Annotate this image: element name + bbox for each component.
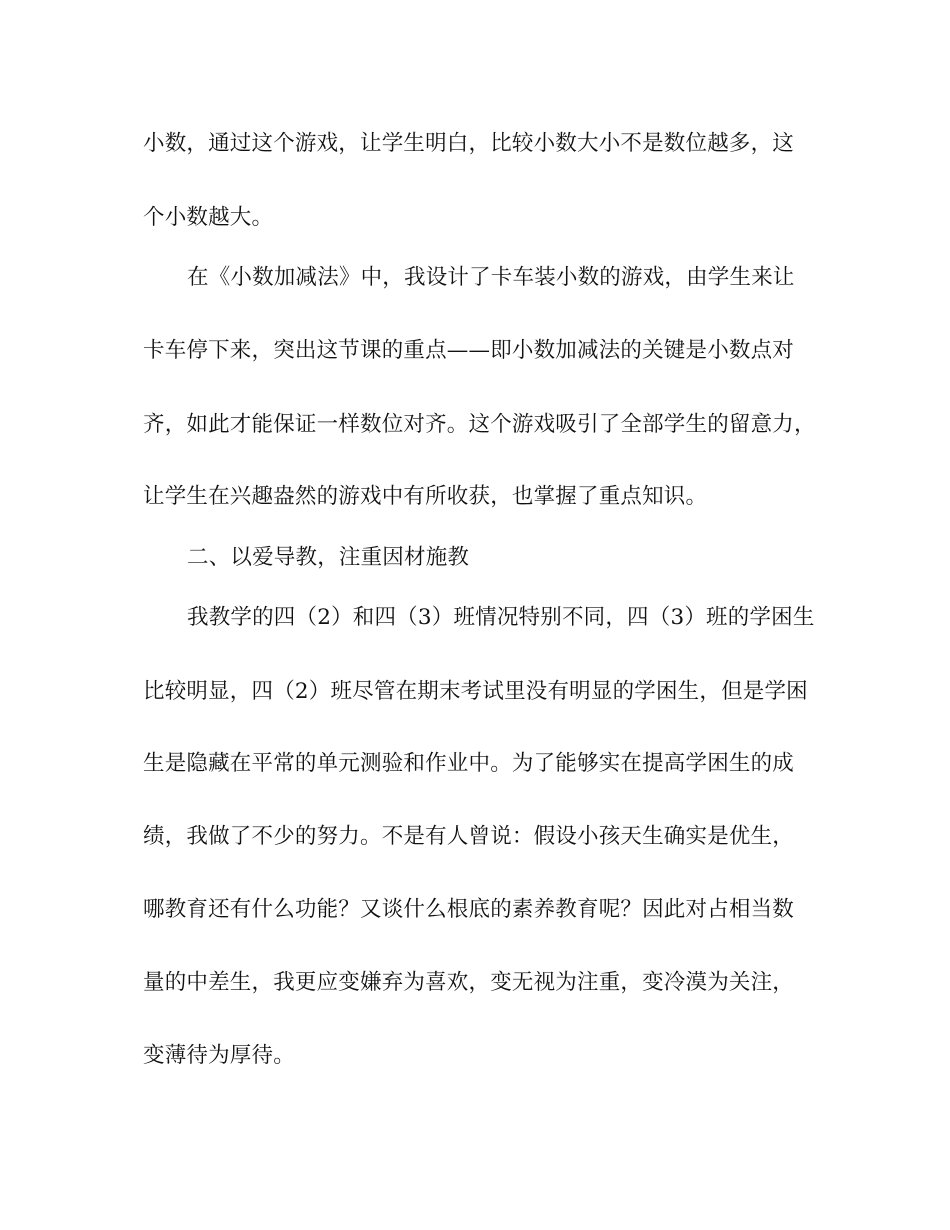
- section-heading: 二、以爱导教，注重因材施教: [187, 545, 470, 570]
- paragraph-line: 卡车停下来，突出这节课的重点——即小数加减法的关键是小数点对: [143, 338, 795, 363]
- paragraph-line: 小数，通过这个游戏，让学生明白，比较小数大小不是数位越多，这: [143, 131, 795, 156]
- paragraph-line: 在《小数加减法》中，我设计了卡车装小数的游戏，由学生来让: [187, 265, 795, 290]
- paragraph-line: 生是隐藏在平常的单元测验和作业中。为了能够实在提高学困生的成: [143, 751, 795, 776]
- paragraph-line: 比较明显，四（2）班尽管在期末考试里没有明显的学困生，但是学困: [143, 679, 808, 704]
- paragraph-line: 让学生在兴趣盎然的游戏中有所收获，也掌握了重点知识。: [143, 484, 708, 509]
- paragraph-line: 变薄待为厚待。: [143, 1043, 295, 1068]
- paragraph-line: 哪教育还有什么功能？又谈什么根底的素养教育呢？因此对占相当数: [143, 897, 795, 922]
- paragraph-line: 量的中差生，我更应变嫌弃为喜欢，变无视为注重，变冷漠为关注，: [143, 970, 795, 995]
- paragraph-line: 绩，我做了不少的努力。不是有人曾说：假设小孩天生确实是优生，: [143, 824, 795, 849]
- paragraph-line: 我教学的四（2）和四（3）班情况特别不同，四（3）班的学困生: [187, 605, 815, 630]
- paragraph-line: 齐，如此才能保证一样数位对齐。这个游戏吸引了全部学生的留意力，: [143, 412, 816, 437]
- paragraph-line: 个小数越大。: [143, 205, 274, 230]
